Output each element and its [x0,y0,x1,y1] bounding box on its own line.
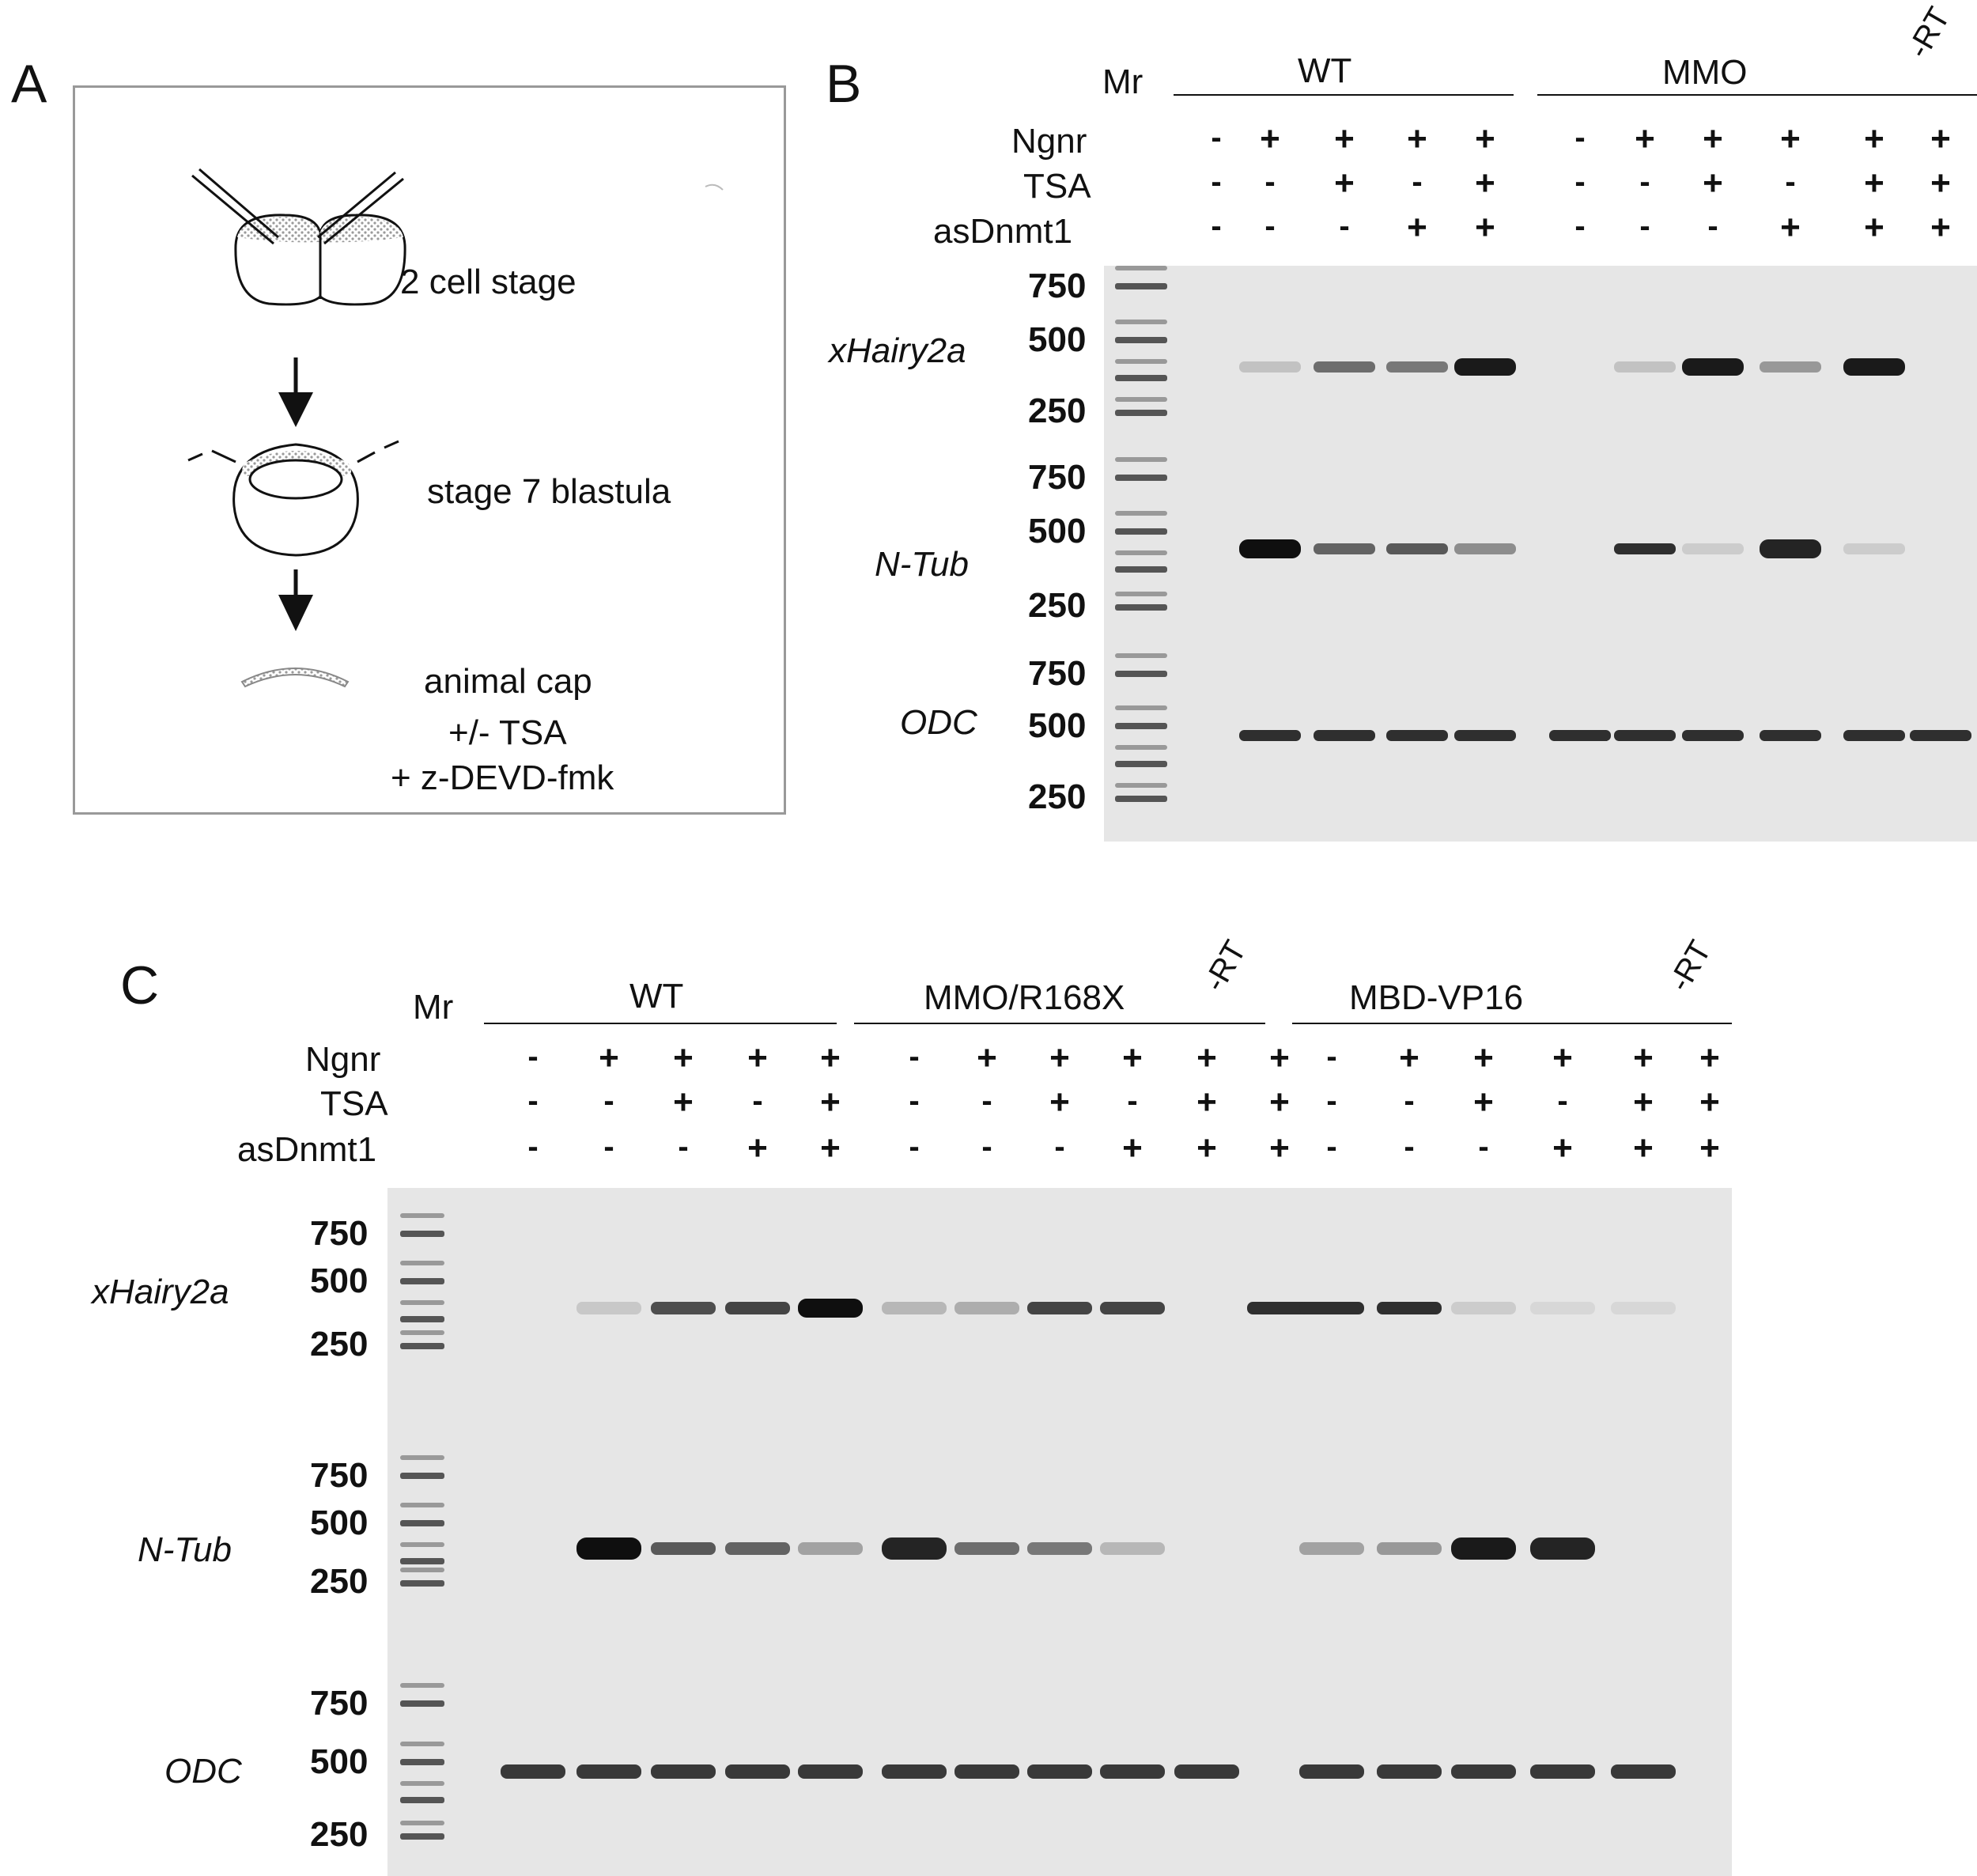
panel-a-label: A [11,54,47,114]
panel-b-ngnr-sign-10: + [1864,119,1884,158]
panel-b-marker-500-3: 500 [1028,706,1087,745]
panel-c-marker-250-3: 250 [310,1815,369,1854]
panel-c-ngnr-sign-3: + [673,1038,694,1077]
panel-c-band-n-tub-lane-8 [1027,1542,1092,1555]
panel-b-asdnmt1-sign-8: - [1707,209,1718,244]
panel-c-marker-750-1: 750 [310,1214,369,1253]
panel-c-ladder-rung [400,1580,444,1587]
panel-c-ngnr-sign-16: + [1633,1038,1654,1077]
panel-c-band-odc-lane-15 [1530,1764,1595,1779]
panel-c-tsa-sign-2: - [603,1084,614,1118]
treatment-tsa: +/- TSA [448,713,567,752]
panel-b-asdnmt1-sign-9: + [1780,208,1801,247]
panel-b-tsa-label: TSA [1023,167,1091,206]
panel-c-minus-rt-label-1: -RT [1196,934,1253,997]
panel-b-tsa-sign-7: - [1639,165,1650,199]
panel-c-band-n-tub-lane-2 [576,1537,641,1560]
panel-c-tsa-sign-13: - [1404,1084,1415,1118]
panel-c-ladder-rung [400,1520,444,1526]
panel-c-ladder-rung [400,1473,444,1479]
panel-c-ngnr-sign-14: + [1473,1038,1494,1077]
panel-c-band-n-tub-lane-9 [1100,1542,1165,1555]
panel-b-tsa-sign-11: + [1930,164,1951,202]
panel-b-ngnr-sign-1: - [1211,120,1222,155]
panel-b-group-mmo: MMO [1662,53,1748,92]
panel-b-ngnr-sign-4: + [1407,119,1427,158]
panel-c-ladder-rung [400,1558,444,1564]
step-stage-7-blastula: stage 7 blastula [427,472,671,511]
panel-c-ngnr-sign-11: + [1269,1038,1290,1077]
panel-c-asdnmt1-sign-16: + [1633,1129,1654,1167]
panel-c-band-odc-lane-9 [1100,1764,1165,1779]
panel-c-marker-500-3: 500 [310,1742,369,1781]
panel-c-ladder-rung [400,1213,444,1218]
panel-c-tsa-sign-12: - [1326,1084,1337,1118]
panel-c-asdnmt1-sign-17: + [1699,1129,1720,1167]
panel-c-group-mbd-vp16: MBD-VP16 [1349,978,1524,1017]
panel-b-ngnr-sign-8: + [1703,119,1723,158]
panel-c-asdnmt1-sign-9: + [1122,1129,1143,1167]
panel-b-marker-250-2: 250 [1028,586,1087,625]
panel-c-ladder-rung [400,1330,444,1335]
panel-b-tsa-sign-9: - [1785,165,1796,199]
panel-c-ladder-rung [400,1568,444,1572]
panel-b-group-wt: WT [1298,51,1352,90]
panel-b-tsa-sign-5: + [1475,164,1495,202]
panel-c-ladder-rung [400,1700,444,1707]
panel-c-band-odc-lane-7 [954,1764,1019,1779]
panel-b-marker-250-3: 250 [1028,777,1087,816]
panel-c-band-xhairy2a-lane-9 [1100,1302,1165,1314]
panel-b-marker-750-1: 750 [1028,267,1087,305]
panel-c-band-xhairy2a-lane-13 [1377,1302,1442,1314]
panel-c-asdnmt1-sign-2: - [603,1129,614,1164]
panel-b-marker-250-1: 250 [1028,391,1087,430]
panel-c-mr-label: Mr [413,988,454,1027]
panel-c-band-n-tub-lane-4 [725,1542,790,1555]
panel-c-band-odc-lane-16 [1611,1764,1676,1779]
panel-b-gene-n-tub: N-Tub [875,545,969,584]
panel-c-ngnr-sign-15: + [1552,1038,1573,1077]
panel-c-ladder-rung [400,1833,444,1840]
panel-c-band-n-tub-lane-3 [651,1542,716,1555]
panel-c-asdnmt1-sign-14: - [1478,1129,1489,1164]
panel-c-ladder-rung [400,1759,444,1765]
panel-c-ngnr-sign-10: + [1196,1038,1217,1077]
panel-c-tsa-sign-14: + [1473,1083,1494,1121]
panel-b-asdnmt1-sign-5: + [1475,208,1495,247]
panel-c-ladder-rung [400,1231,444,1237]
panel-c-asdnmt1-sign-3: - [678,1129,689,1164]
panel-c-asdnmt1-sign-15: + [1552,1129,1573,1167]
panel-c-asdnmt1-sign-6: - [909,1129,920,1164]
panel-c-asdnmt1-sign-7: - [981,1129,992,1164]
panel-c-ladder-rung [400,1503,444,1507]
panel-b-gene-xhairy2a: xHairy2a [829,331,966,370]
panel-c-band-odc-lane-1 [501,1764,565,1779]
panel-c-band-n-tub-lane-5 [798,1542,863,1555]
panel-b-ngnr-sign-5: + [1475,119,1495,158]
panel-c-group-mmo-r168x: MMO/R168X [924,978,1125,1017]
panel-c-ladder-rung [400,1542,444,1547]
panel-b-asdnmt1-label: asDnmt1 [933,212,1073,251]
panel-c-ladder-rung [400,1261,444,1265]
panel-c-band-xhairy2a-lane-3 [651,1302,716,1314]
panel-c-gene-n-tub: N-Tub [138,1530,232,1569]
panel-c-band-n-tub-lane-12 [1299,1542,1364,1555]
panel-b-ngnr-sign-2: + [1260,119,1280,158]
panel-c-ladder-rung [400,1742,444,1746]
panel-c-marker-750-2: 750 [310,1456,369,1495]
panel-c-ngnr-sign-4: + [747,1038,768,1077]
panel-c-marker-500-2: 500 [310,1503,369,1542]
panel-c-band-odc-lane-5 [798,1764,863,1779]
panel-c-band-xhairy2a-lane-15 [1530,1302,1595,1314]
panel-c-tsa-sign-9: - [1127,1084,1138,1118]
panel-c-asdnmt1-sign-4: + [747,1129,768,1167]
panel-c-band-xhairy2a-lane-2 [576,1302,641,1314]
panel-c-asdnmt1-sign-1: - [527,1129,539,1164]
panel-c-band-n-tub-lane-15 [1530,1537,1595,1560]
panel-c-band-n-tub-lane-6 [882,1537,947,1560]
panel-c-asdnmt1-sign-11: + [1269,1129,1290,1167]
panel-b-ngnr-sign-9: + [1780,119,1801,158]
panel-c-asdnmt1-label: asDnmt1 [237,1130,377,1169]
panel-c-marker-750-3: 750 [310,1684,369,1723]
panel-c-band-n-tub-lane-7 [954,1542,1019,1555]
panel-b-gene-odc: ODC [900,703,977,742]
panel-c-ngnr-sign-17: + [1699,1038,1720,1077]
panel-c-marker-250-1: 250 [310,1325,369,1364]
panel-c-tsa-sign-1: - [527,1084,539,1118]
panel-c-asdnmt1-sign-13: - [1404,1129,1415,1164]
panel-b-tsa-sign-8: + [1703,164,1723,202]
panel-c-band-odc-lane-6 [882,1764,947,1779]
panel-b-label: B [826,54,862,114]
panel-c-tsa-sign-15: - [1557,1084,1568,1118]
panel-b-ngnr-label: Ngnr [1011,122,1087,161]
panel-c-ngnr-label: Ngnr [305,1040,381,1079]
panel-c-band-xhairy2a-lane-4 [725,1302,790,1314]
panel-c-band-odc-lane-4 [725,1764,790,1779]
panel-c-ladder-rung [400,1797,444,1803]
panel-b-tsa-sign-3: + [1334,164,1355,202]
panel-c-tsa-sign-5: + [820,1083,841,1121]
panel-b-ngnr-sign-3: + [1334,119,1355,158]
panel-c-marker-250-2: 250 [310,1562,369,1601]
panel-b-ngnr-sign-7: + [1635,119,1655,158]
panel-c-tsa-sign-17: + [1699,1083,1720,1121]
panel-c-ngnr-sign-8: + [1049,1038,1070,1077]
panel-b-asdnmt1-sign-3: - [1339,209,1350,244]
panel-c-ladder-rung [400,1278,444,1284]
panel-c-band-xhairy2a-lane-6 [882,1302,947,1314]
panel-b-ngnr-sign-6: - [1574,120,1586,155]
panel-c-band-xhairy2a-lane-8 [1027,1302,1092,1314]
panel-c-ngnr-sign-5: + [820,1038,841,1077]
panel-b-asdnmt1-sign-10: + [1864,208,1884,247]
panel-c-band-odc-lane-10 [1174,1764,1239,1779]
panel-b-asdnmt1-sign-2: - [1264,209,1276,244]
panel-c-band-odc-lane-3 [651,1764,716,1779]
panel-c-asdnmt1-sign-5: + [820,1129,841,1167]
panel-c-ngnr-sign-2: + [599,1038,619,1077]
panel-b-marker-500-1: 500 [1028,320,1087,359]
panel-c-band-odc-lane-2 [576,1764,641,1779]
panel-c-ladder-rung [400,1300,444,1305]
panel-c-marker-500-1: 500 [310,1261,369,1300]
panel-b-tsa-sign-10: + [1864,164,1884,202]
panel-c-band-xhairy2a-lane-5 [798,1299,863,1318]
panel-c-gene-odc: ODC [164,1752,242,1791]
treatment-z-devd-fmk: + z-DEVD-fmk [391,758,614,797]
panel-b-marker-750-3: 750 [1028,654,1087,693]
panel-c-band-n-tub-lane-13 [1377,1542,1442,1555]
panel-b-asdnmt1-sign-11: + [1930,208,1951,247]
panel-c-tsa-sign-7: - [981,1084,992,1118]
panel-c-ngnr-sign-1: - [527,1039,539,1074]
panel-c-tsa-sign-4: - [752,1084,763,1118]
panel-c-tsa-sign-16: + [1633,1083,1654,1121]
panel-b-asdnmt1-sign-7: - [1639,209,1650,244]
panel-c-minus-rt-label-2: -RT [1661,934,1718,997]
panel-c-ngnr-sign-7: + [977,1038,997,1077]
panel-b-asdnmt1-sign-6: - [1574,209,1586,244]
panel-c-band-xhairy2a-lane-7 [954,1302,1019,1314]
panel-c-tsa-sign-11: + [1269,1083,1290,1121]
step-two-cell-stage: 2 cell stage [400,263,576,301]
panel-c-asdnmt1-sign-10: + [1196,1129,1217,1167]
panel-c-band-odc-lane-14 [1451,1764,1516,1779]
panel-c-band-n-tub-lane-14 [1451,1537,1516,1560]
step-animal-cap: animal cap [424,662,592,701]
panel-c-gene-xhairy2a: xHairy2a [92,1273,229,1311]
panel-c-band-odc-lane-13 [1377,1764,1442,1779]
panel-c-ladder-rung [400,1343,444,1349]
panel-c-ladder-rung [400,1821,444,1825]
panel-c-tsa-sign-6: - [909,1084,920,1118]
panel-b-marker-750-2: 750 [1028,458,1087,497]
panel-c-ladder-rung [400,1683,444,1688]
panel-b-asdnmt1-sign-1: - [1211,209,1222,244]
panel-c-tsa-sign-10: + [1196,1083,1217,1121]
panel-b-tsa-sign-6: - [1574,165,1586,199]
panel-c-asdnmt1-sign-12: - [1326,1129,1337,1164]
panel-b-tsa-sign-4: - [1412,165,1423,199]
panel-b-tsa-sign-2: - [1264,165,1276,199]
panel-b-minus-rt-label: -RT [1900,1,1957,65]
panel-c-tsa-sign-8: + [1049,1083,1070,1121]
panel-c-asdnmt1-sign-8: - [1054,1129,1065,1164]
panel-b-marker-500-2: 500 [1028,512,1087,550]
panel-c-ladder-rung [400,1316,444,1322]
panel-b-tsa-sign-1: - [1211,165,1222,199]
panel-c-ladder-rung [400,1455,444,1460]
panel-c-band-odc-lane-12 [1299,1764,1364,1779]
panel-c-ngnr-sign-9: + [1122,1038,1143,1077]
panel-c-ngnr-sign-13: + [1399,1038,1419,1077]
panel-c-band-xhairy2a-lane-12 [1299,1302,1364,1314]
panel-c-ngnr-sign-6: - [909,1039,920,1074]
panel-c-tsa-sign-3: + [673,1083,694,1121]
panel-b-mr-label: Mr [1102,62,1143,101]
panel-c-tsa-label: TSA [320,1084,388,1123]
panel-c-band-xhairy2a-lane-16 [1611,1302,1676,1314]
panel-c-ngnr-sign-12: - [1326,1039,1337,1074]
panel-c-band-odc-lane-8 [1027,1764,1092,1779]
panel-c-band-xhairy2a-lane-14 [1451,1302,1516,1314]
panel-b-ngnr-sign-11: + [1930,119,1951,158]
panel-b-asdnmt1-sign-4: + [1407,208,1427,247]
panel-c-group-wt: WT [629,977,684,1016]
panel-c-ladder-rung [400,1781,444,1786]
panel-c-label: C [120,955,160,1016]
